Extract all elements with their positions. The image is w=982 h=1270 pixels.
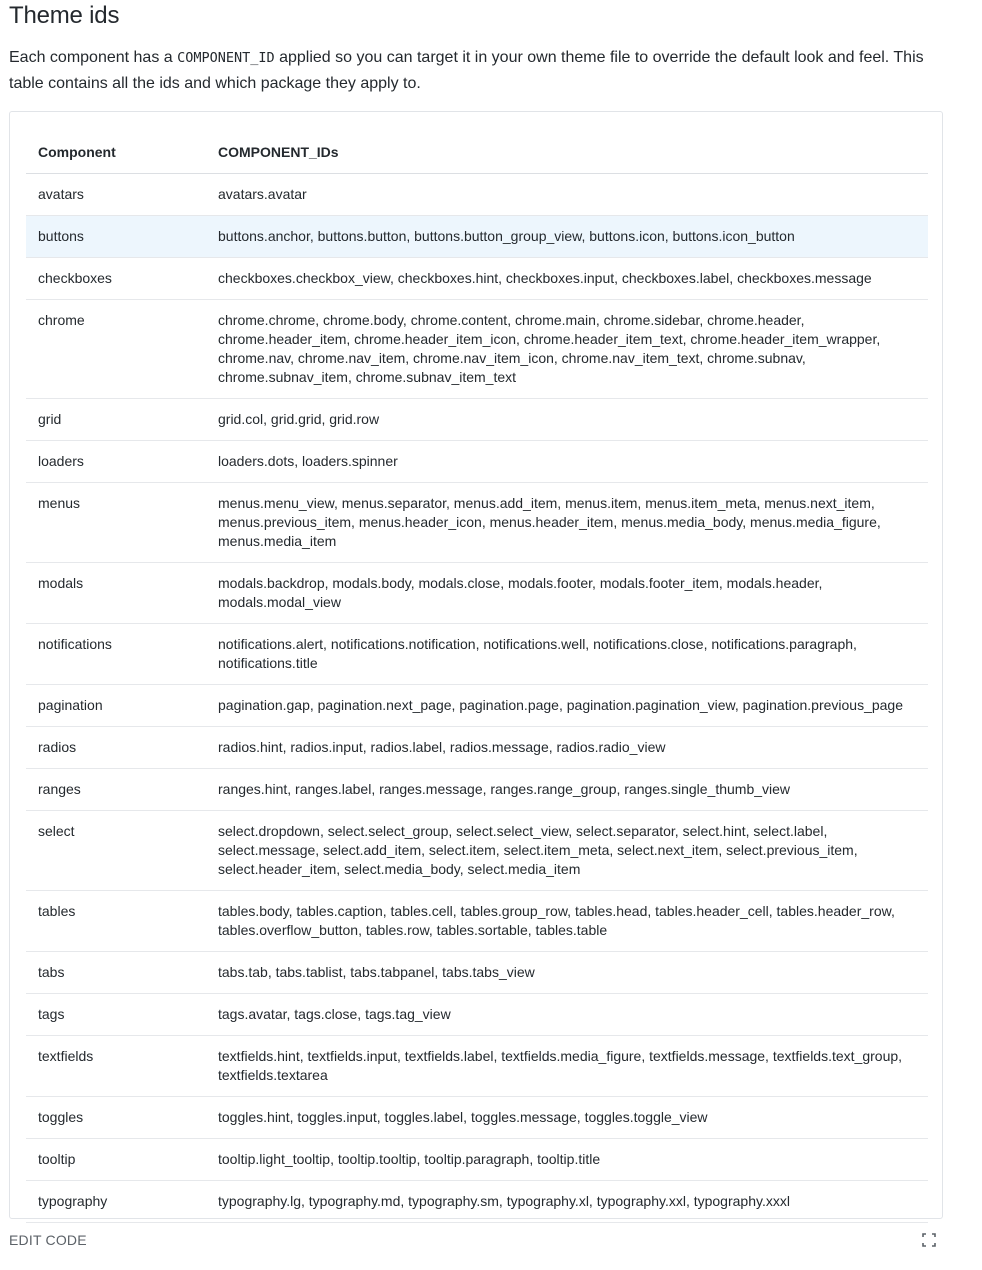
table-row [26, 1036, 928, 1097]
table-row [26, 216, 928, 258]
theme-ids-card [9, 111, 943, 1219]
component-name-cell: select [26, 811, 206, 891]
component-name-cell: menus [26, 483, 206, 563]
table-row [26, 1181, 928, 1223]
component-name-cell: tooltip [26, 1139, 206, 1181]
component-name-cell: textfields [26, 1036, 206, 1097]
header-cell-component: Component [26, 130, 206, 174]
table-row [26, 994, 928, 1036]
table-row [26, 891, 928, 952]
component-ids-cell: select.dropdown, select.select_group, select.select_view, select.separator, select.hint, select.label, select.message, select.add_item, select.item, select.item_meta, select.next_item, select.previous_item, select.header_item, select.media_body, select.media_item [206, 811, 928, 891]
component-ids-cell: ranges.hint, ranges.label, ranges.message, ranges.range_group, ranges.single_thumb_view [206, 769, 928, 811]
table-row [26, 1139, 928, 1181]
table-row [26, 1097, 928, 1139]
intro-text-before: Each component has a [9, 49, 178, 66]
component-ids-cell: toggles.hint, toggles.input, toggles.label, toggles.message, toggles.toggle_view [206, 1097, 928, 1139]
component-ids-cell: textfields.hint, textfields.input, textfields.label, textfields.media_figure, textfields.message, textfields.text_group, textfields.textarea [206, 1036, 928, 1097]
intro-paragraph [9, 45, 939, 97]
component-ids-cell: checkboxes.checkbox_view, checkboxes.hint, checkboxes.input, checkboxes.label, checkboxes.message [206, 258, 928, 300]
component-name-cell: tabs [26, 952, 206, 994]
table-row [26, 769, 928, 811]
component-ids-cell: radios.hint, radios.input, radios.label, radios.message, radios.radio_view [206, 727, 928, 769]
component-ids-cell: tags.avatar, tags.close, tags.tag_view [206, 994, 928, 1036]
component-name-cell: toggles [26, 1097, 206, 1139]
component-ids-cell: modals.backdrop, modals.body, modals.close, modals.footer, modals.footer_item, modals.header, modals.modal_view [206, 563, 928, 624]
component-ids-cell: typography.lg, typography.md, typography.sm, typography.xl, typography.xxl, typography.xxxl [206, 1181, 928, 1223]
component-name-cell: checkboxes [26, 258, 206, 300]
table-row [26, 399, 928, 441]
table-row [26, 685, 928, 727]
component-name-cell: buttons [26, 216, 206, 258]
component-name-cell: radios [26, 727, 206, 769]
component-ids-cell: pagination.gap, pagination.next_page, pagination.page, pagination.pagination_view, pagination.previous_page [206, 685, 928, 727]
component-name-cell: tags [26, 994, 206, 1036]
component-ids-cell: menus.menu_view, menus.separator, menus.add_item, menus.item, menus.item_meta, menus.next_item, menus.previous_item, menus.header_icon, menus.header_item, menus.media_body, menus.media_figure, menus.media_item [206, 483, 928, 563]
page-title: Theme ids [9, 2, 120, 29]
component-name-cell: grid [26, 399, 206, 441]
intro-text-after: applied so you can target it in your own theme file to override the default look and feel. This table contains all the ids and which package they apply to. [9, 49, 924, 92]
component-id-code: COMPONENT_ID [177, 50, 275, 66]
component-ids-cell: tabs.tab, tabs.tablist, tabs.tabpanel, tabs.tabs_view [206, 952, 928, 994]
component-name-cell: tables [26, 891, 206, 952]
table-row [26, 483, 928, 563]
component-name-cell: pagination [26, 685, 206, 727]
component-name-cell: notifications [26, 624, 206, 685]
table-head [26, 130, 928, 174]
component-ids-cell: chrome.chrome, chrome.body, chrome.content, chrome.main, chrome.sidebar, chrome.header, chrome.header_item, chrome.header_item_icon, chrome.header_item_text, chrome.header_item_wrapper, chrome.nav, chrome.nav_item, chrome.nav_item_icon, chrome.nav_item_text, chrome.subnav, chrome.subnav_item, chrome.subnav_item_text [206, 300, 928, 399]
table-row [26, 727, 928, 769]
table-row [26, 563, 928, 624]
theme-ids-table [26, 130, 928, 1223]
header-row [26, 130, 928, 174]
component-name-cell: chrome [26, 300, 206, 399]
table-row [26, 811, 928, 891]
component-name-cell: typography [26, 1181, 206, 1223]
table-row [26, 258, 928, 300]
table-row [26, 441, 928, 483]
edit-code-button[interactable]: EDIT CODE [9, 1232, 87, 1248]
component-ids-cell: notifications.alert, notifications.notification, notifications.well, notifications.close, notifications.paragraph, notifications.title [206, 624, 928, 685]
component-ids-cell: tables.body, tables.caption, tables.cell, tables.group_row, tables.head, tables.header_cell, tables.header_row, tables.overflow_button, tables.row, tables.sortable, tables.table [206, 891, 928, 952]
component-name-cell: ranges [26, 769, 206, 811]
component-ids-cell: tooltip.light_tooltip, tooltip.tooltip, tooltip.paragraph, tooltip.title [206, 1139, 928, 1181]
table-row [26, 300, 928, 399]
component-ids-cell: loaders.dots, loaders.spinner [206, 441, 928, 483]
component-name-cell: avatars [26, 174, 206, 216]
table-row [26, 174, 928, 216]
header-cell-component-ids: COMPONENT_IDs [206, 130, 928, 174]
table-body [26, 174, 928, 1223]
fullscreen-icon[interactable] [921, 1232, 937, 1248]
component-ids-cell: avatars.avatar [206, 174, 928, 216]
component-ids-cell: grid.col, grid.grid, grid.row [206, 399, 928, 441]
component-name-cell: loaders [26, 441, 206, 483]
table-row [26, 952, 928, 994]
component-ids-cell: buttons.anchor, buttons.button, buttons.button_group_view, buttons.icon, buttons.icon_button [206, 216, 928, 258]
table-row [26, 624, 928, 685]
component-name-cell: modals [26, 563, 206, 624]
